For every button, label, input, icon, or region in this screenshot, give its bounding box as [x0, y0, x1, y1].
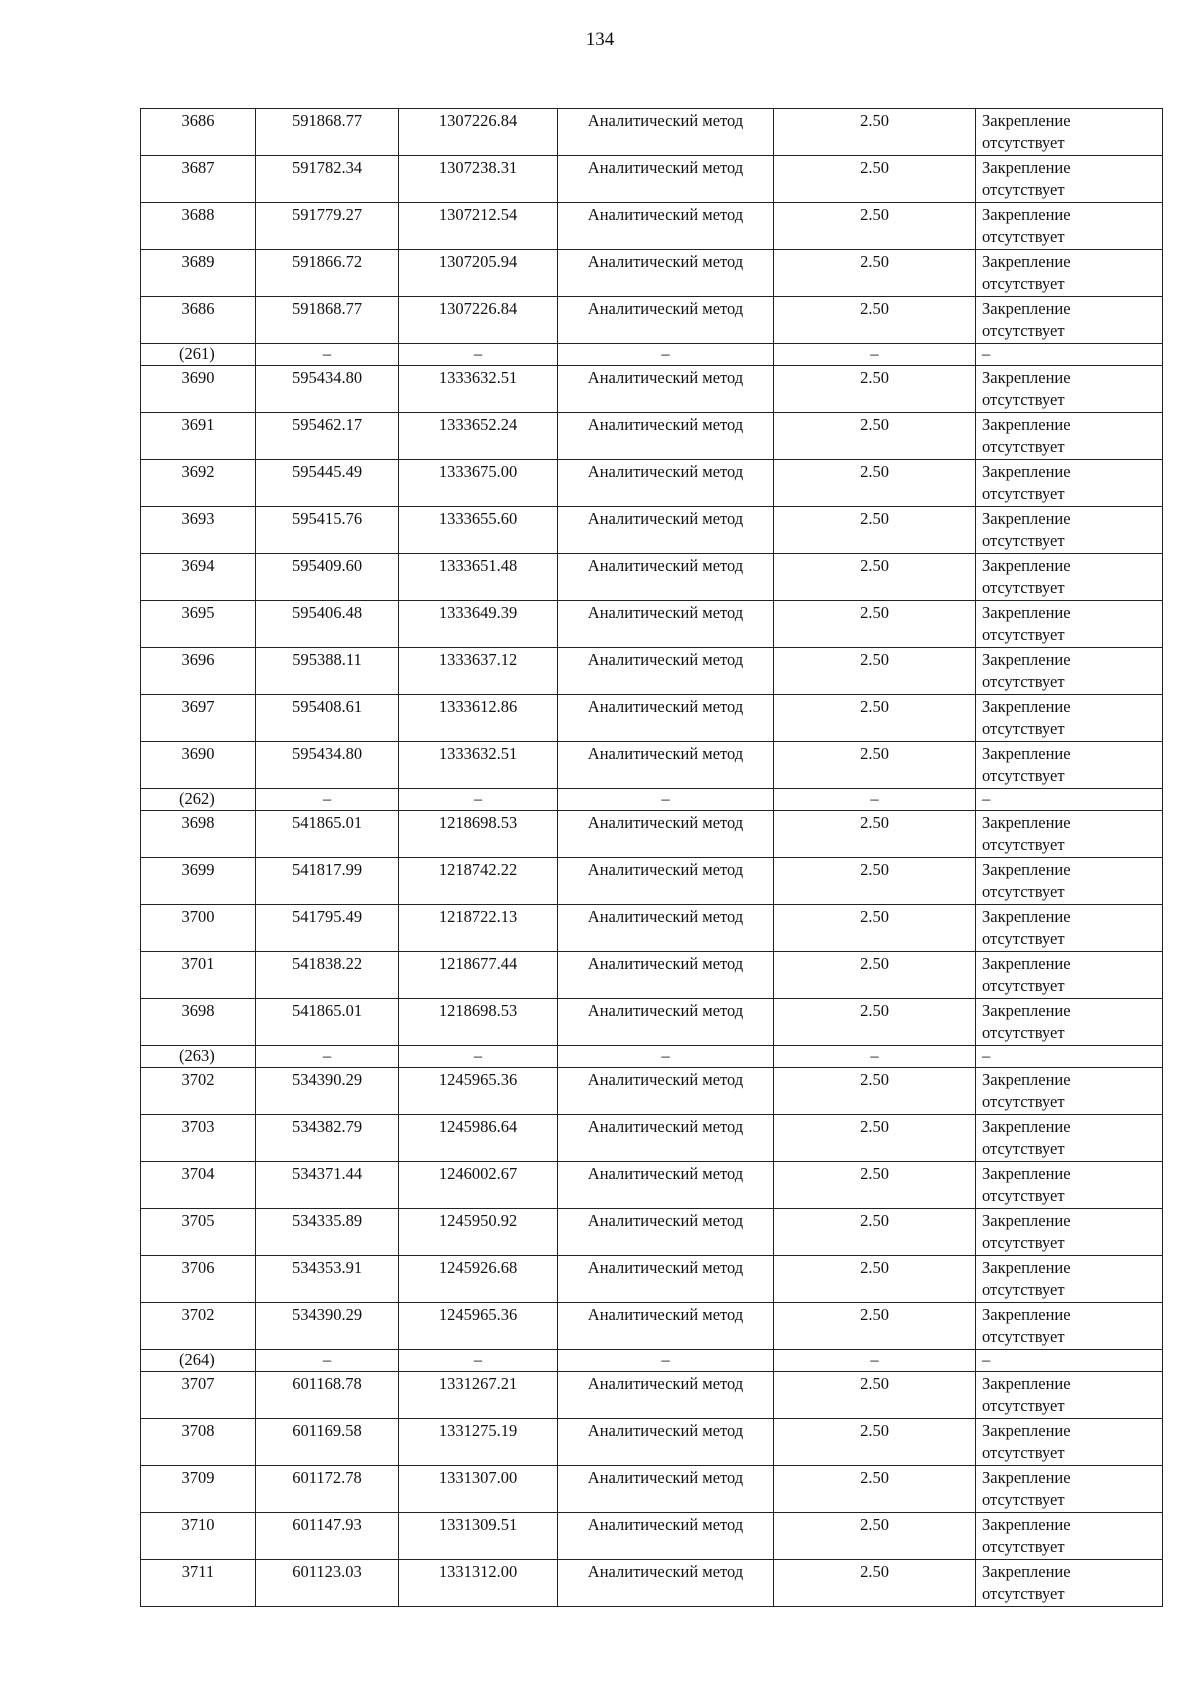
description-cell: Закрепление отсутствует — [976, 1209, 1163, 1256]
x-coordinate-cell: 541865.01 — [256, 811, 399, 858]
accuracy-cell: 2.50 — [774, 507, 976, 554]
method-cell: Аналитический метод — [558, 742, 774, 789]
y-coordinate-cell: 1307205.94 — [399, 250, 558, 297]
description-cell: – — [976, 1350, 1163, 1372]
x-coordinate-cell: 601169.58 — [256, 1419, 399, 1466]
method-cell: Аналитический метод — [558, 1162, 774, 1209]
point-number-cell: 3707 — [141, 1372, 256, 1419]
table-row — [141, 858, 1163, 905]
point-number-cell: 3698 — [141, 811, 256, 858]
method-cell: Аналитический метод — [558, 203, 774, 250]
y-coordinate-cell: 1245986.64 — [399, 1115, 558, 1162]
description-cell: – — [976, 1046, 1163, 1068]
point-number-cell: 3699 — [141, 858, 256, 905]
accuracy-cell: – — [774, 1350, 976, 1372]
table-row — [141, 366, 1163, 413]
method-cell: Аналитический метод — [558, 1115, 774, 1162]
x-coordinate-cell: 534382.79 — [256, 1115, 399, 1162]
table-row — [141, 695, 1163, 742]
description-cell: Закрепление отсутствует — [976, 905, 1163, 952]
y-coordinate-cell: 1218698.53 — [399, 999, 558, 1046]
y-coordinate-cell: 1331267.21 — [399, 1372, 558, 1419]
accuracy-cell: 2.50 — [774, 109, 976, 156]
method-cell: Аналитический метод — [558, 999, 774, 1046]
description-cell: Закрепление отсутствует — [976, 1303, 1163, 1350]
description-cell: Закрепление отсутствует — [976, 413, 1163, 460]
contour-separator-row — [141, 789, 1163, 811]
contour-separator-row — [141, 344, 1163, 366]
x-coordinate-cell: – — [256, 1046, 399, 1068]
y-coordinate-cell: – — [399, 1046, 558, 1068]
table-row — [141, 1162, 1163, 1209]
method-cell: Аналитический метод — [558, 156, 774, 203]
x-coordinate-cell: 595408.61 — [256, 695, 399, 742]
x-coordinate-cell: – — [256, 344, 399, 366]
method-cell: Аналитический метод — [558, 297, 774, 344]
point-number-cell: 3701 — [141, 952, 256, 999]
description-cell: Закрепление отсутствует — [976, 203, 1163, 250]
y-coordinate-cell: 1333612.86 — [399, 695, 558, 742]
x-coordinate-cell: 595406.48 — [256, 601, 399, 648]
x-coordinate-cell: 595388.11 — [256, 648, 399, 695]
y-coordinate-cell: 1333632.51 — [399, 366, 558, 413]
x-coordinate-cell: 601172.78 — [256, 1466, 399, 1513]
description-cell: Закрепление отсутствует — [976, 460, 1163, 507]
x-coordinate-cell: 595434.80 — [256, 742, 399, 789]
table-row — [141, 413, 1163, 460]
description-cell: Закрепление отсутствует — [976, 1560, 1163, 1607]
point-number-cell: 3697 — [141, 695, 256, 742]
description-cell: Закрепление отсутствует — [976, 811, 1163, 858]
y-coordinate-cell: – — [399, 789, 558, 811]
description-cell: – — [976, 789, 1163, 811]
y-coordinate-cell: – — [399, 344, 558, 366]
accuracy-cell: 2.50 — [774, 648, 976, 695]
y-coordinate-cell: 1218698.53 — [399, 811, 558, 858]
point-number-cell: 3702 — [141, 1068, 256, 1115]
description-cell: Закрепление отсутствует — [976, 858, 1163, 905]
accuracy-cell: – — [774, 789, 976, 811]
y-coordinate-cell: 1331275.19 — [399, 1419, 558, 1466]
x-coordinate-cell: 595415.76 — [256, 507, 399, 554]
table-row — [141, 203, 1163, 250]
point-number-cell: 3687 — [141, 156, 256, 203]
method-cell: Аналитический метод — [558, 1513, 774, 1560]
point-number-cell: 3710 — [141, 1513, 256, 1560]
table-row — [141, 1513, 1163, 1560]
method-cell: Аналитический метод — [558, 858, 774, 905]
description-cell: Закрепление отсутствует — [976, 648, 1163, 695]
method-cell: Аналитический метод — [558, 1419, 774, 1466]
description-cell: Закрепление отсутствует — [976, 999, 1163, 1046]
x-coordinate-cell: 534353.91 — [256, 1256, 399, 1303]
table-row — [141, 952, 1163, 999]
y-coordinate-cell: 1307238.31 — [399, 156, 558, 203]
y-coordinate-cell: 1331307.00 — [399, 1466, 558, 1513]
y-coordinate-cell: 1245965.36 — [399, 1068, 558, 1115]
description-cell: Закрепление отсутствует — [976, 297, 1163, 344]
method-cell: Аналитический метод — [558, 413, 774, 460]
accuracy-cell: 2.50 — [774, 858, 976, 905]
table-row — [141, 811, 1163, 858]
table-row — [141, 999, 1163, 1046]
table-row — [141, 648, 1163, 695]
point-number-cell: 3696 — [141, 648, 256, 695]
x-coordinate-cell: 534371.44 — [256, 1162, 399, 1209]
table-row — [141, 250, 1163, 297]
x-coordinate-cell: 595445.49 — [256, 460, 399, 507]
method-cell: Аналитический метод — [558, 366, 774, 413]
description-cell: Закрепление отсутствует — [976, 1115, 1163, 1162]
accuracy-cell: 2.50 — [774, 999, 976, 1046]
y-coordinate-cell: 1331312.00 — [399, 1560, 558, 1607]
method-cell: Аналитический метод — [558, 952, 774, 999]
accuracy-cell: 2.50 — [774, 811, 976, 858]
point-number-cell: 3706 — [141, 1256, 256, 1303]
point-number-cell: (262) — [141, 789, 256, 811]
y-coordinate-cell: 1333655.60 — [399, 507, 558, 554]
description-cell: Закрепление отсутствует — [976, 601, 1163, 648]
table-row — [141, 1068, 1163, 1115]
y-coordinate-cell: 1333652.24 — [399, 413, 558, 460]
x-coordinate-cell: 591779.27 — [256, 203, 399, 250]
accuracy-cell: 2.50 — [774, 1256, 976, 1303]
point-number-cell: 3686 — [141, 297, 256, 344]
x-coordinate-cell: – — [256, 789, 399, 811]
accuracy-cell: 2.50 — [774, 1466, 976, 1513]
accuracy-cell: 2.50 — [774, 1419, 976, 1466]
method-cell: – — [558, 789, 774, 811]
y-coordinate-cell: 1218677.44 — [399, 952, 558, 999]
x-coordinate-cell: 595434.80 — [256, 366, 399, 413]
table-row — [141, 601, 1163, 648]
description-cell: Закрепление отсутствует — [976, 742, 1163, 789]
accuracy-cell: 2.50 — [774, 905, 976, 952]
point-number-cell: 3711 — [141, 1560, 256, 1607]
point-number-cell: 3698 — [141, 999, 256, 1046]
point-number-cell: 3693 — [141, 507, 256, 554]
description-cell: Закрепление отсутствует — [976, 1068, 1163, 1115]
y-coordinate-cell: 1218722.13 — [399, 905, 558, 952]
table-row — [141, 1303, 1163, 1350]
point-number-cell: 3705 — [141, 1209, 256, 1256]
x-coordinate-cell: 534390.29 — [256, 1068, 399, 1115]
accuracy-cell: – — [774, 1046, 976, 1068]
y-coordinate-cell: 1333651.48 — [399, 554, 558, 601]
point-number-cell: 3688 — [141, 203, 256, 250]
method-cell: Аналитический метод — [558, 1560, 774, 1607]
accuracy-cell: 2.50 — [774, 1162, 976, 1209]
accuracy-cell: 2.50 — [774, 1115, 976, 1162]
table-row — [141, 297, 1163, 344]
table-row — [141, 1419, 1163, 1466]
x-coordinate-cell: 541795.49 — [256, 905, 399, 952]
contour-separator-row — [141, 1046, 1163, 1068]
method-cell: Аналитический метод — [558, 109, 774, 156]
x-coordinate-cell: 601168.78 — [256, 1372, 399, 1419]
point-number-cell: (261) — [141, 344, 256, 366]
table-row — [141, 507, 1163, 554]
description-cell: Закрепление отсутствует — [976, 554, 1163, 601]
description-cell: Закрепление отсутствует — [976, 507, 1163, 554]
description-cell: Закрепление отсутствует — [976, 109, 1163, 156]
x-coordinate-cell: 541817.99 — [256, 858, 399, 905]
point-number-cell: 3690 — [141, 366, 256, 413]
description-cell: Закрепление отсутствует — [976, 1162, 1163, 1209]
accuracy-cell: 2.50 — [774, 297, 976, 344]
method-cell: Аналитический метод — [558, 1303, 774, 1350]
point-number-cell: 3691 — [141, 413, 256, 460]
point-number-cell: 3689 — [141, 250, 256, 297]
x-coordinate-cell: 541865.01 — [256, 999, 399, 1046]
table-row — [141, 156, 1163, 203]
point-number-cell: 3703 — [141, 1115, 256, 1162]
method-cell: Аналитический метод — [558, 250, 774, 297]
method-cell: – — [558, 1046, 774, 1068]
point-number-cell: 3708 — [141, 1419, 256, 1466]
point-number-cell: 3702 — [141, 1303, 256, 1350]
table-row — [141, 1115, 1163, 1162]
method-cell: Аналитический метод — [558, 460, 774, 507]
description-cell: Закрепление отсутствует — [976, 695, 1163, 742]
x-coordinate-cell: 591868.77 — [256, 109, 399, 156]
method-cell: – — [558, 344, 774, 366]
accuracy-cell: 2.50 — [774, 1560, 976, 1607]
method-cell: Аналитический метод — [558, 554, 774, 601]
accuracy-cell: 2.50 — [774, 1372, 976, 1419]
point-number-cell: 3690 — [141, 742, 256, 789]
y-coordinate-cell: 1218742.22 — [399, 858, 558, 905]
x-coordinate-cell: 534390.29 — [256, 1303, 399, 1350]
accuracy-cell: 2.50 — [774, 695, 976, 742]
table-row — [141, 1560, 1163, 1607]
method-cell: Аналитический метод — [558, 905, 774, 952]
y-coordinate-cell: 1245926.68 — [399, 1256, 558, 1303]
accuracy-cell: 2.50 — [774, 952, 976, 999]
y-coordinate-cell: 1307226.84 — [399, 109, 558, 156]
table-row — [141, 109, 1163, 156]
description-cell: Закрепление отсутствует — [976, 1256, 1163, 1303]
y-coordinate-cell: 1307212.54 — [399, 203, 558, 250]
method-cell: Аналитический метод — [558, 648, 774, 695]
table-row — [141, 460, 1163, 507]
y-coordinate-cell: 1307226.84 — [399, 297, 558, 344]
x-coordinate-cell: – — [256, 1350, 399, 1372]
table-row — [141, 1372, 1163, 1419]
table-row — [141, 1466, 1163, 1513]
table-row — [141, 1256, 1163, 1303]
y-coordinate-cell: 1333637.12 — [399, 648, 558, 695]
coordinates-table-body — [141, 109, 1163, 1607]
y-coordinate-cell: 1331309.51 — [399, 1513, 558, 1560]
table-row — [141, 1209, 1163, 1256]
accuracy-cell: 2.50 — [774, 1513, 976, 1560]
point-number-cell: 3694 — [141, 554, 256, 601]
point-number-cell: 3709 — [141, 1466, 256, 1513]
table-row — [141, 905, 1163, 952]
method-cell: Аналитический метод — [558, 601, 774, 648]
x-coordinate-cell: 595462.17 — [256, 413, 399, 460]
y-coordinate-cell: 1333649.39 — [399, 601, 558, 648]
point-number-cell: (264) — [141, 1350, 256, 1372]
x-coordinate-cell: 591866.72 — [256, 250, 399, 297]
description-cell: Закрепление отсутствует — [976, 156, 1163, 203]
x-coordinate-cell: 591868.77 — [256, 297, 399, 344]
description-cell: Закрепление отсутствует — [976, 1513, 1163, 1560]
y-coordinate-cell: 1245965.36 — [399, 1303, 558, 1350]
x-coordinate-cell: 595409.60 — [256, 554, 399, 601]
description-cell: – — [976, 344, 1163, 366]
accuracy-cell: 2.50 — [774, 1209, 976, 1256]
accuracy-cell: 2.50 — [774, 366, 976, 413]
method-cell: Аналитический метод — [558, 811, 774, 858]
accuracy-cell: 2.50 — [774, 413, 976, 460]
contour-separator-row — [141, 1350, 1163, 1372]
accuracy-cell: 2.50 — [774, 1068, 976, 1115]
description-cell: Закрепление отсутствует — [976, 1372, 1163, 1419]
table-row — [141, 554, 1163, 601]
method-cell: Аналитический метод — [558, 507, 774, 554]
method-cell: – — [558, 1350, 774, 1372]
method-cell: Аналитический метод — [558, 1466, 774, 1513]
x-coordinate-cell: 534335.89 — [256, 1209, 399, 1256]
description-cell: Закрепление отсутствует — [976, 250, 1163, 297]
y-coordinate-cell: 1246002.67 — [399, 1162, 558, 1209]
point-number-cell: 3695 — [141, 601, 256, 648]
point-number-cell: 3700 — [141, 905, 256, 952]
accuracy-cell: 2.50 — [774, 742, 976, 789]
description-cell: Закрепление отсутствует — [976, 1419, 1163, 1466]
y-coordinate-cell: 1245950.92 — [399, 1209, 558, 1256]
accuracy-cell: 2.50 — [774, 203, 976, 250]
accuracy-cell: – — [774, 344, 976, 366]
accuracy-cell: 2.50 — [774, 156, 976, 203]
accuracy-cell: 2.50 — [774, 1303, 976, 1350]
accuracy-cell: 2.50 — [774, 250, 976, 297]
y-coordinate-cell: 1333675.00 — [399, 460, 558, 507]
point-number-cell: 3692 — [141, 460, 256, 507]
method-cell: Аналитический метод — [558, 1068, 774, 1115]
y-coordinate-cell: – — [399, 1350, 558, 1372]
accuracy-cell: 2.50 — [774, 554, 976, 601]
method-cell: Аналитический метод — [558, 1209, 774, 1256]
page-number: 134 — [585, 29, 615, 50]
description-cell: Закрепление отсутствует — [976, 366, 1163, 413]
y-coordinate-cell: 1333632.51 — [399, 742, 558, 789]
accuracy-cell: 2.50 — [774, 460, 976, 507]
accuracy-cell: 2.50 — [774, 601, 976, 648]
x-coordinate-cell: 591782.34 — [256, 156, 399, 203]
x-coordinate-cell: 601147.93 — [256, 1513, 399, 1560]
x-coordinate-cell: 601123.03 — [256, 1560, 399, 1607]
point-number-cell: 3686 — [141, 109, 256, 156]
description-cell: Закрепление отсутствует — [976, 1466, 1163, 1513]
point-number-cell: (263) — [141, 1046, 256, 1068]
method-cell: Аналитический метод — [558, 695, 774, 742]
description-cell: Закрепление отсутствует — [976, 952, 1163, 999]
table-row — [141, 742, 1163, 789]
method-cell: Аналитический метод — [558, 1256, 774, 1303]
coordinates-table — [140, 108, 1163, 1607]
method-cell: Аналитический метод — [558, 1372, 774, 1419]
point-number-cell: 3704 — [141, 1162, 256, 1209]
x-coordinate-cell: 541838.22 — [256, 952, 399, 999]
